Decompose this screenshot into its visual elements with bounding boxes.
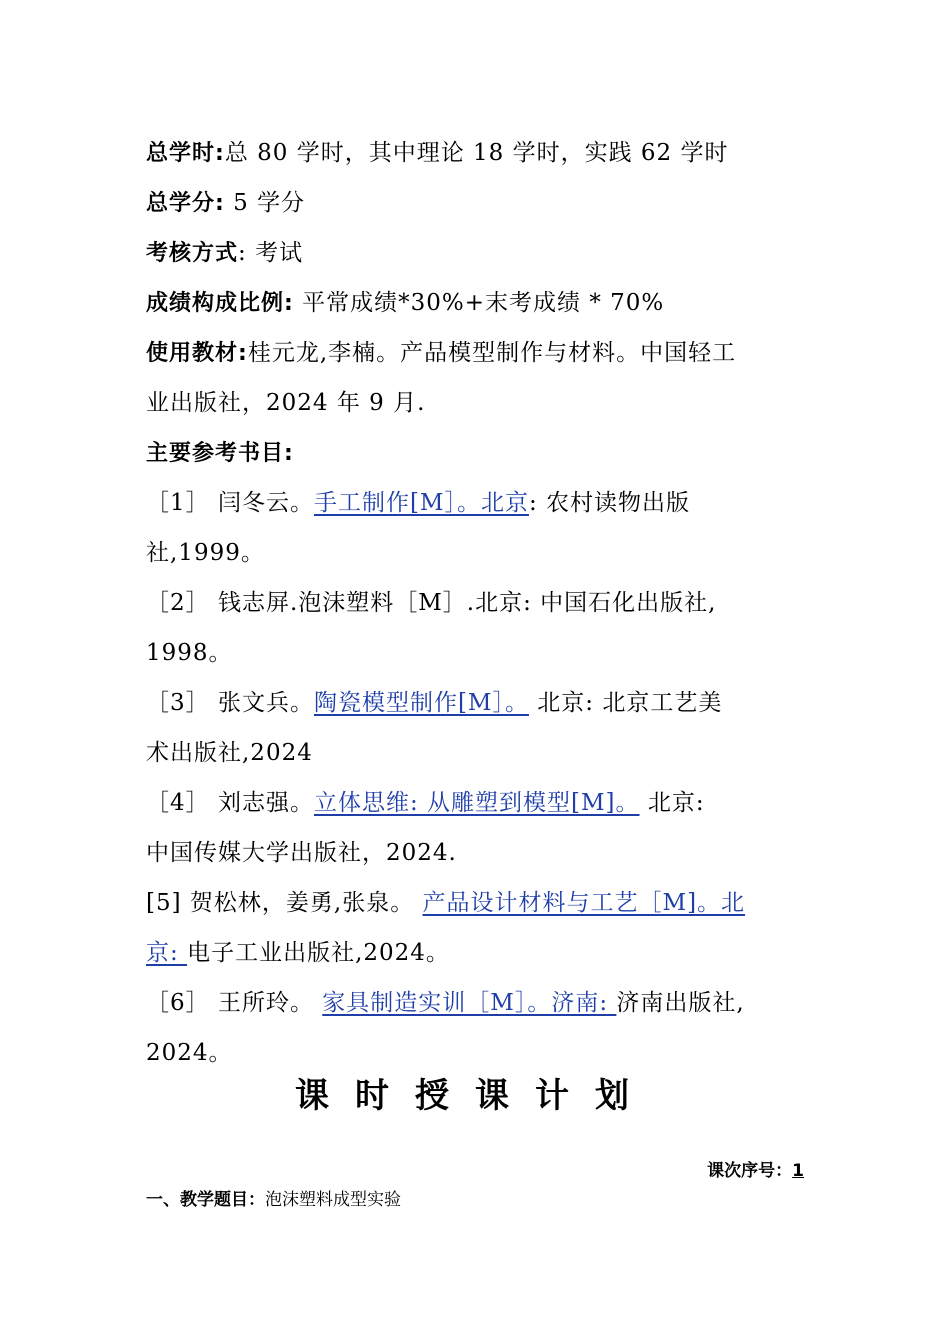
reference-text: ［6］ 王所玲。 (146, 990, 323, 1016)
reference-line (146, 728, 812, 778)
total-credits-line (146, 178, 812, 228)
reference-line (146, 528, 812, 578)
lesson-sequence (707, 1156, 804, 1181)
textbook-value: 桂元龙,李楠。产品模型制作与材料。中国轻工 (247, 340, 737, 366)
total-credits-value: 5 学分 (224, 190, 306, 216)
reference-line (146, 928, 812, 978)
reference-link[interactable]: 陶瓷模型制作[M］。 (313, 690, 529, 716)
reference-line (146, 978, 812, 1028)
reference-text: 北京: (639, 790, 705, 816)
reference-text: [5] 贺松林，姜勇,张泉。 (146, 890, 423, 916)
reference-line (146, 878, 812, 928)
grade-ratio-label: 成绩构成比例: (146, 291, 294, 316)
reference-line (146, 678, 812, 728)
reference-line (146, 628, 812, 678)
reference-text: 1998。 (146, 640, 233, 666)
lesson-plan-title: 课时授课计划 (295, 1076, 655, 1116)
reference-link[interactable]: 家具制造实训［M］。济南: (322, 990, 617, 1016)
reference-text: ［3］ 张文兵。 (146, 690, 314, 716)
teaching-topic (146, 1186, 401, 1214)
reference-text: ［1］ 闫冬云。 (146, 490, 314, 516)
total-credits-label: 总学分: (146, 191, 225, 216)
total-hours-label: 总学时: (146, 141, 225, 166)
lesson-sequence-number: 1 (792, 1161, 804, 1181)
teaching-topic-value: 泡沫塑料成型实验 (265, 1190, 401, 1210)
exam-method-line (146, 228, 812, 278)
total-hours-value: 总 80 学时，其中理论 18 学时，实践 62 学时 (224, 140, 729, 166)
reference-text: 2024。 (146, 1040, 233, 1066)
reference-text: ［2］ 钱志屏.泡沫塑料［M］.北京: 中国石化出版社, (146, 590, 717, 616)
textbook-value-continued: 业出版社，2024 年 9 月. (146, 390, 426, 416)
grade-ratio-line (146, 278, 812, 328)
teaching-topic-label: 一、教学题目： (146, 1190, 265, 1210)
reference-text: 术出版社,2024 (146, 740, 313, 766)
exam-method-value: : 考试 (238, 240, 304, 266)
reference-line (146, 578, 812, 628)
reference-link[interactable]: 手工制作[M］。北京 (313, 490, 529, 516)
references-heading-line (146, 428, 812, 478)
textbook-line-continued (146, 378, 812, 428)
reference-line (146, 478, 812, 528)
document-body (146, 128, 812, 1078)
reference-line (146, 828, 812, 878)
exam-method-label: 考核方式 (146, 241, 239, 266)
reference-text: 北京: 北京工艺美 (528, 690, 723, 716)
grade-ratio-value: 平常成绩*30%+末考成绩 * 70% (293, 290, 665, 316)
reference-text: 社,1999。 (146, 540, 265, 566)
reference-text: : 农村读物出版 (528, 490, 691, 516)
reference-text: 中国传媒大学出版社，2024. (146, 840, 457, 866)
textbook-line (146, 328, 812, 378)
lesson-sequence-label: 课次序号： (707, 1161, 793, 1181)
reference-link[interactable]: 京: (146, 940, 188, 966)
references-heading: 主要参考书目: (146, 441, 294, 466)
reference-text: 电子工业出版社,2024。 (187, 940, 450, 966)
reference-link[interactable]: 立体思维: 从雕塑到模型[M]。 (313, 790, 640, 816)
textbook-label: 使用教材: (146, 341, 248, 366)
total-hours-line (146, 128, 812, 178)
reference-text: ［4］ 刘志强。 (146, 790, 314, 816)
reference-line (146, 778, 812, 828)
reference-text: 济南出版社, (616, 990, 745, 1016)
reference-link[interactable]: 产品设计材料与工艺［M]。北 (422, 890, 746, 916)
